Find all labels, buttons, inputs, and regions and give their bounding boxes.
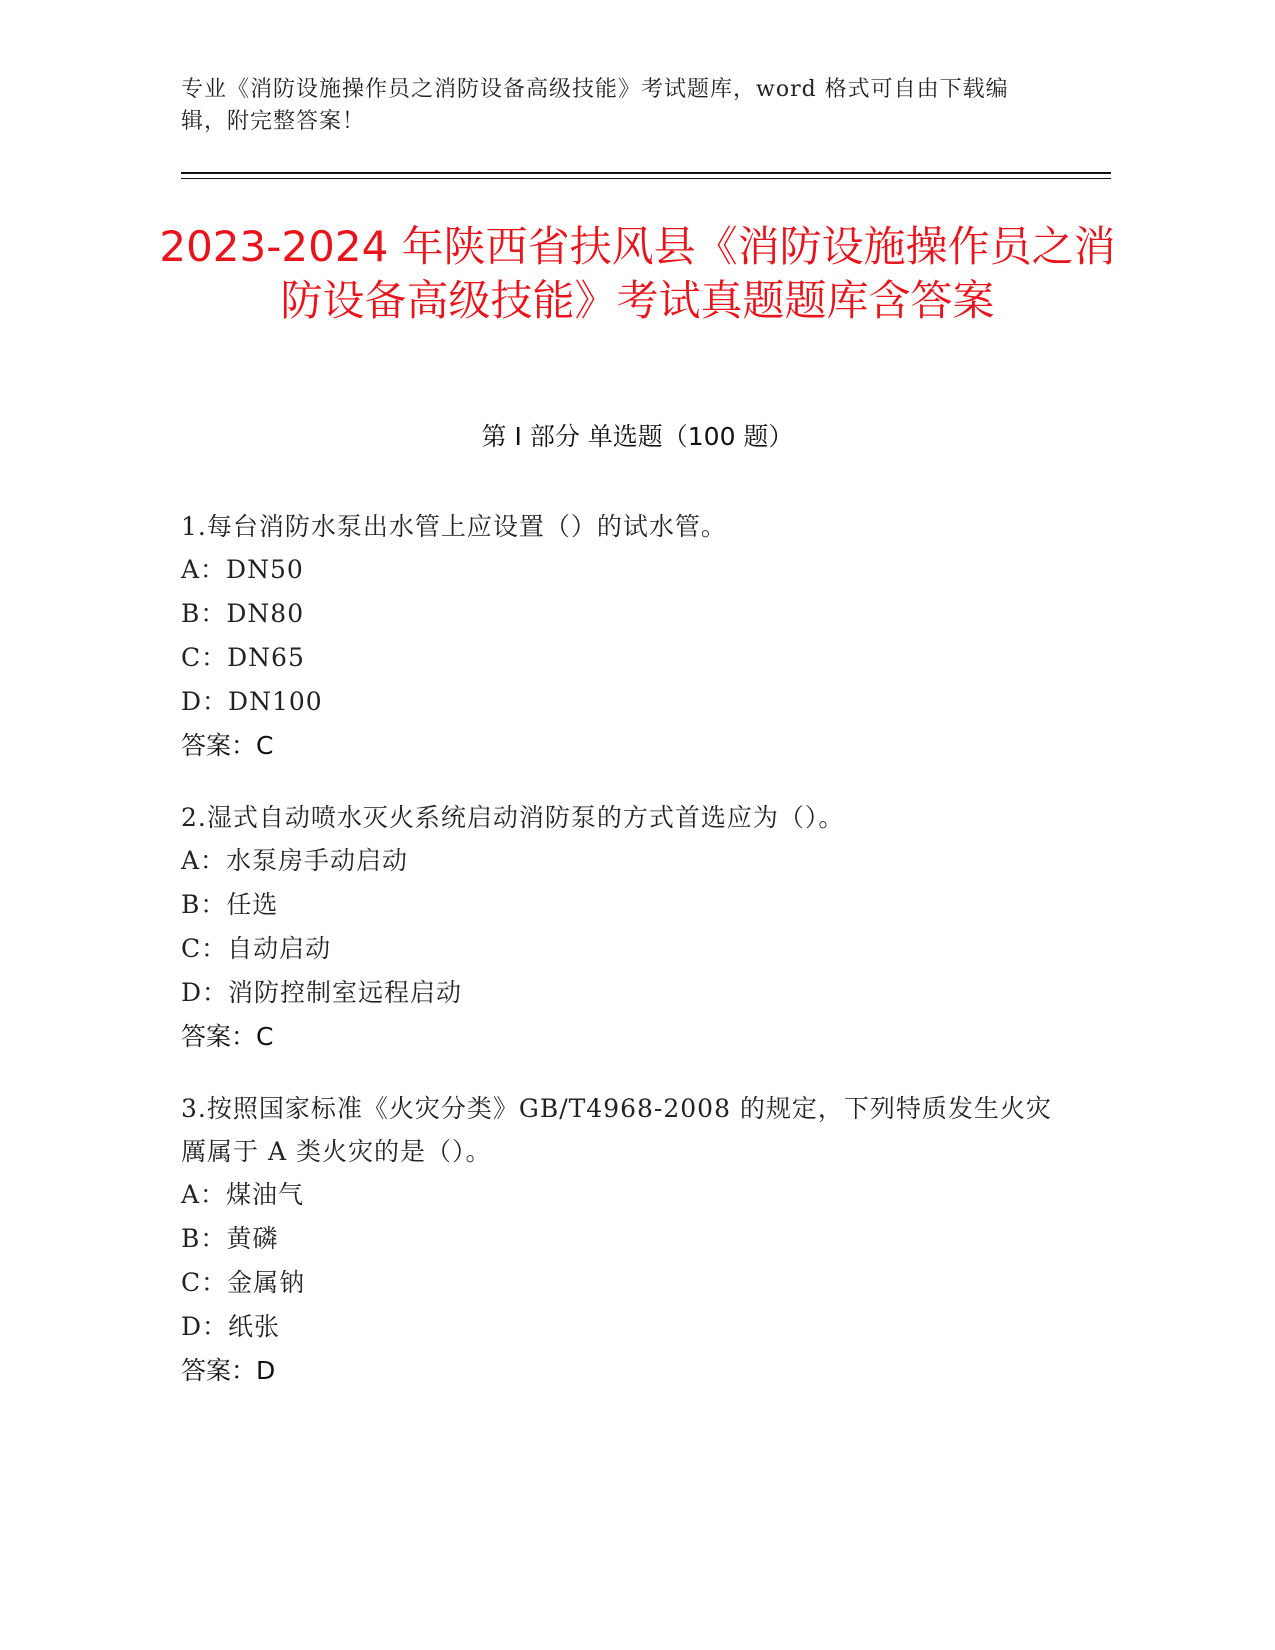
- option-a: A：DN50: [181, 555, 304, 584]
- question-stem: 3.按照国家标准《火灾分类》GB/T4968-2008 的规定，下列特质发生火灾厲属于 A 类火灾的是（）。: [181, 1094, 1052, 1166]
- section-title: 第 I 部分 单选题（100 题）: [481, 422, 794, 451]
- answer-line: 答案：C: [181, 1022, 274, 1051]
- question-item: [181, 505, 1061, 768]
- option-a: A：煤油气: [181, 1180, 305, 1209]
- answer-line: 答案：C: [181, 731, 274, 760]
- question-stem: 2.湿式自动喷水灭火系统启动消防泵的方式首选应为（）。: [181, 803, 845, 832]
- option-c: C：DN65: [181, 643, 305, 672]
- question-item: [181, 796, 1061, 1059]
- header-note: 专业《消防设施操作员之消防设备高级技能》考试题库，word 格式可自由下载编辑，附完整答案！: [181, 77, 1009, 134]
- option-c: C：金属钠: [181, 1268, 306, 1297]
- option-c: C：自动启动: [181, 934, 332, 963]
- header-divider-thin: [181, 178, 1111, 179]
- question-list: [181, 505, 1061, 1421]
- question-stem: 1.每台消防水泵出水管上应设置（）的试水管。: [181, 512, 727, 541]
- question-item: [181, 1087, 1061, 1393]
- document-title: 2023-2024 年陕西省扶风县《消防设施操作员之消防设备高级技能》考试真题题库含答案: [159, 222, 1116, 325]
- answer-line: 答案：D: [181, 1356, 276, 1385]
- option-d: D：纸张: [181, 1312, 281, 1341]
- option-b: B：DN80: [181, 599, 305, 628]
- option-d: D：消防控制室远程启动: [181, 978, 463, 1007]
- option-b: B：黄磷: [181, 1224, 279, 1253]
- option-b: B：任选: [181, 890, 279, 919]
- option-a: A：水泵房手动启动: [181, 846, 409, 875]
- header-divider-thick: [181, 172, 1111, 174]
- option-d: D：DN100: [181, 687, 323, 716]
